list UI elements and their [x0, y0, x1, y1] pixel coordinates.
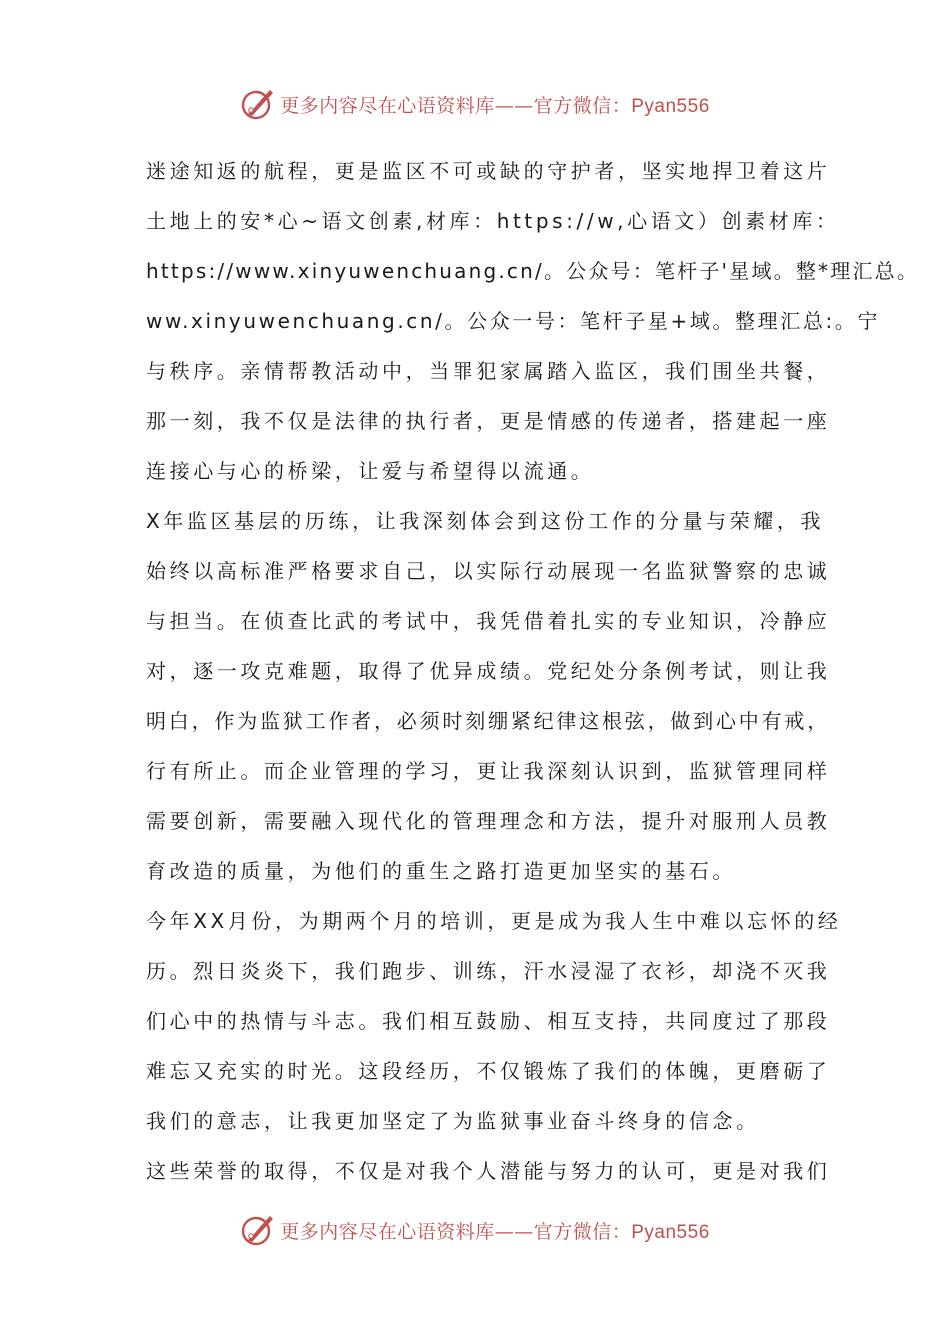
text-line: X年监区基层的历练，让我深刻体会到这份工作的分量与荣耀，我: [146, 509, 825, 533]
text-line: 需要创新，需要融入现代化的管理理念和方法，提升对服刑人员教: [146, 809, 831, 833]
footer-banner: [0, 1210, 950, 1250]
text-line: 行有所止。而企业管理的学习，更让我深刻认识到，监狱管理同样: [146, 759, 831, 783]
text-line: 我们的意志，让我更加坚定了为监狱事业奋斗终身的信念。: [146, 1109, 760, 1133]
footer-wechat-id: Pyan556: [631, 1221, 710, 1243]
text-line: 连接心与心的桥梁，让爱与希望得以流通。: [146, 459, 595, 483]
text-line: 们心中的热情与斗志。我们相互鼓励、相互支持，共同度过了那段: [146, 1009, 831, 1033]
quill-pen-logo-icon: [240, 1212, 276, 1248]
text-line: 那一刻，我不仅是法律的执行者，更是情感的传递者，搭建起一座: [146, 409, 831, 433]
text-line: 与担当。在侦查比武的考试中，我凭借着扎实的专业知识，冷静应: [146, 609, 831, 633]
text-line: 土地上的安*心~语文创素,材库：https://w,心语文）创素材库：: [146, 209, 840, 233]
footer-banner-text: 更多内容尽在心语资料库——官方微信：Pyan556: [280, 1220, 710, 1243]
text-line: 与秩序。亲情帮教活动中，当罪犯家属踏入监区，我们围坐共餐，: [146, 359, 831, 383]
header-banner: [0, 84, 950, 124]
header-banner-text: 更多内容尽在心语资料库——官方微信：Pyan556: [280, 94, 710, 117]
text-line: 明白，作为监狱工作者，必须时刻绷紧纪律这根弦，做到心中有戒，: [146, 709, 830, 733]
text-line: 迷途知返的航程，更是监区不可或缺的守护者，坚实地捍卫着这片: [146, 159, 831, 183]
text-line: 今年XX月份，为期两个月的培训，更是成为我人生中难以忘怀的经: [146, 909, 842, 933]
text-line: 始终以高标准严格要求自己，以实际行动展现一名监狱警察的忠诚: [146, 559, 831, 583]
text-line: 难忘又充实的时光。这段经历，不仅锻炼了我们的体魄，更磨砺了: [146, 1059, 831, 1083]
header-wechat-id: Pyan556: [631, 95, 710, 117]
quill-pen-logo-icon: [240, 86, 276, 122]
document-body: [146, 146, 920, 1196]
text-line: 育改造的质量，为他们的重生之路打造更加坚实的基石。: [146, 859, 736, 883]
text-line: 对，逐一攻克难题，取得了优异成绩。党纪处分条例考试，则让我: [146, 659, 831, 683]
text-line: https://www.xinyuwenchuang.cn/。公众号：笔杆子'星域。整*理汇总。: [146, 259, 920, 283]
text-line: 历。烈日炎炎下，我们跑步、训练，汗水浸湿了衣衫，却浇不灭我: [146, 959, 831, 983]
text-line: ww.xinyuwenchuang.cn/。公众一号：笔杆子星+域。整理汇总:。宁: [146, 309, 880, 333]
text-line: 这些荣誉的取得，不仅是对我个人潜能与努力的认可，更是对我们: [146, 1159, 831, 1183]
